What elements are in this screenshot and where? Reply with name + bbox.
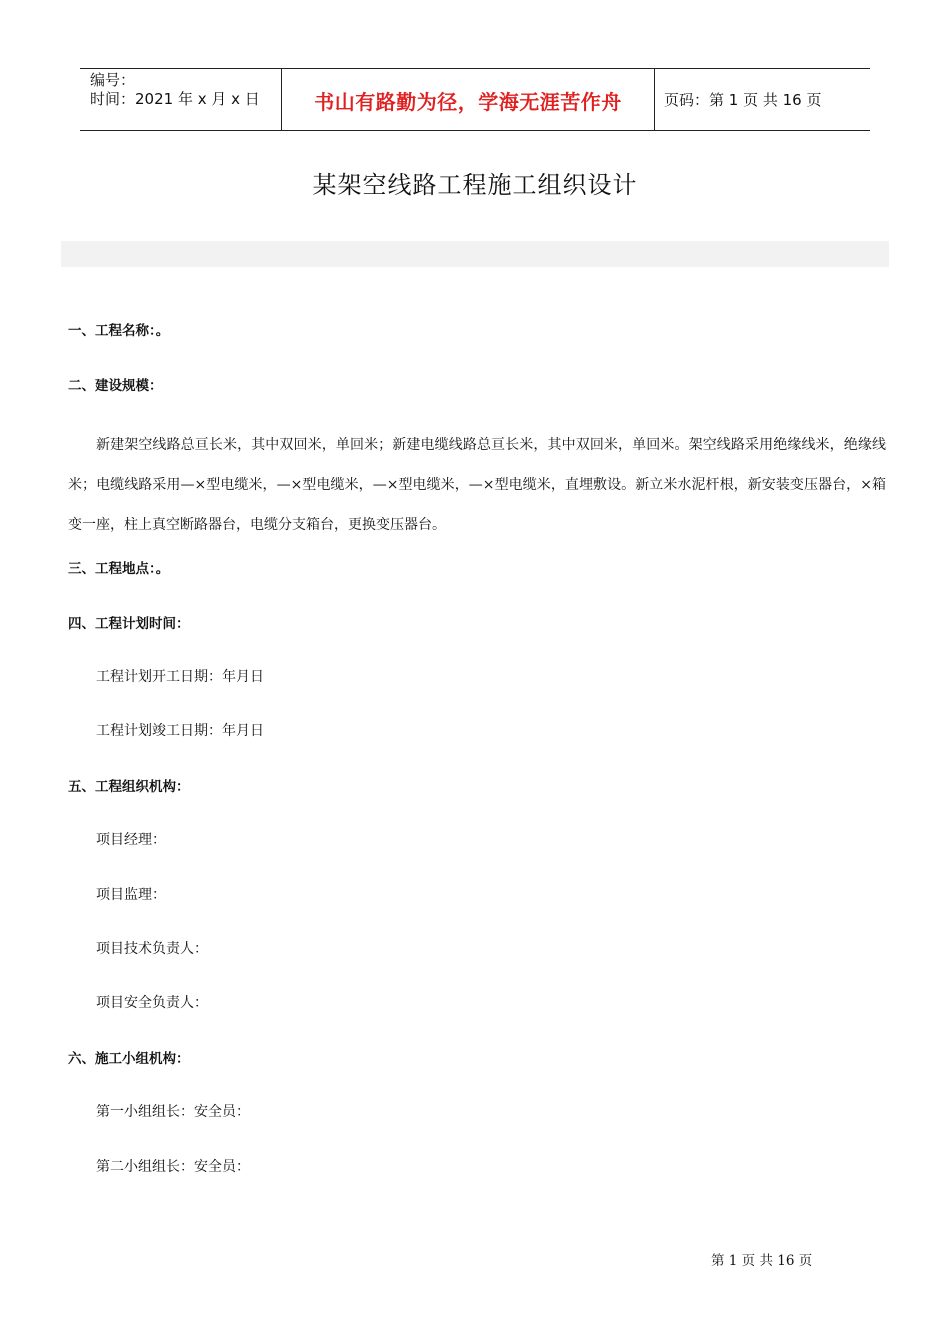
section-4-heading: 四、工程计划时间： — [68, 616, 190, 632]
footer-page-info: 第 1 页 共 16 页 — [711, 1253, 813, 1269]
section-5-heading: 五、工程组织机构： — [68, 779, 190, 795]
project-manager: 项目经理： — [96, 832, 166, 848]
grey-band — [61, 241, 889, 267]
document-title: 某架空线路工程施工组织设计 — [312, 171, 638, 199]
group-1: 第一小组组长：安全员： — [96, 1104, 250, 1120]
safety-lead: 项目安全负责人： — [96, 995, 208, 1011]
code-label: 编号： — [90, 71, 136, 89]
header-middle-cell — [282, 69, 655, 130]
project-supervisor: 项目监理： — [96, 887, 166, 903]
section-3-heading: 三、工程地点：。 — [68, 561, 170, 577]
group-2: 第二小组组长：安全员： — [96, 1159, 250, 1175]
section-2-heading: 二、建设规模： — [68, 378, 163, 394]
header-left-cell — [80, 69, 282, 130]
section-6-heading: 六、施工小组机构： — [68, 1051, 190, 1067]
planned-start-date: 工程计划开工日期：年月日 — [96, 669, 264, 685]
header-page-info: 页码：第 1 页 共 16 页 — [664, 91, 822, 109]
page-header — [80, 68, 870, 131]
motto-text: 书山有路勤为径，学海无涯苦作舟 — [314, 90, 622, 114]
planned-end-date: 工程计划竣工日期：年月日 — [96, 723, 264, 739]
section-1-heading: 一、工程名称：。 — [68, 323, 170, 339]
technical-lead: 项目技术负责人： — [96, 941, 208, 957]
header-right-cell — [655, 69, 870, 130]
time-label: 时间：2021 年 x 月 x 日 — [90, 90, 260, 108]
section-2-paragraph: 新建架空线路总亘长米，其中双回米，单回米；新建电缆线路总亘长米，其中双回米，单回米。架空线路采用绝缘线米，绝缘线米；电缆线路采用—×型电缆米，—×型电缆米，—×型电缆米，—×型电缆米，直埋敷设。新立米水泥杆根，新安装变压器台，×箱变一座，柱上真空断路器台，电缆分支箱台，更换变压器台。 — [68, 437, 886, 533]
